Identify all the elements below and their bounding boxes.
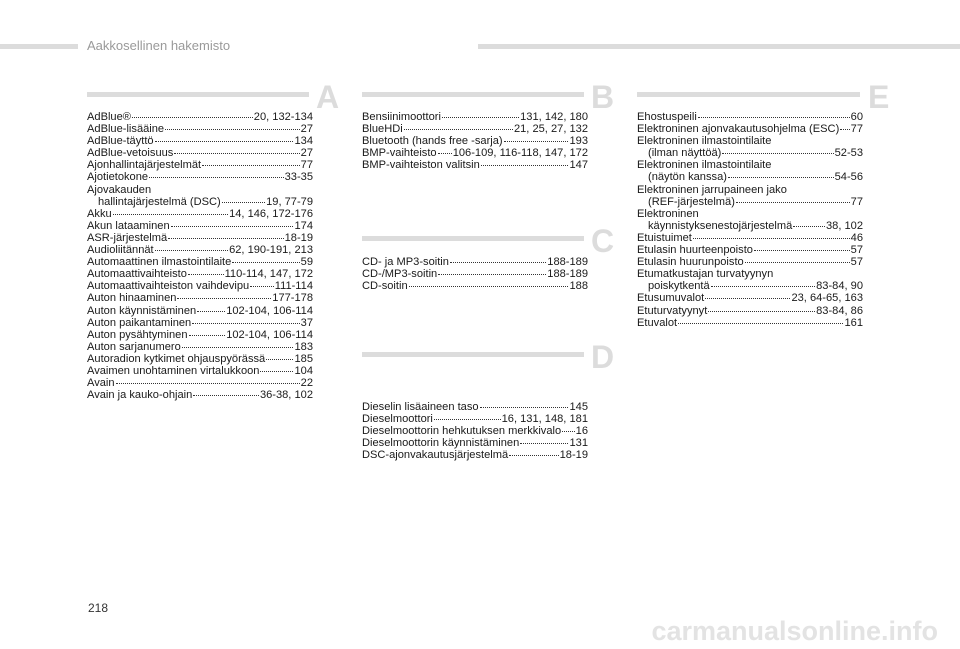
entry-term: Elektroninen jarrupaineen jako [637,183,787,196]
entry-term: Elektroninen ajonvakautusohjelma (ESC) [637,123,840,136]
index-entry [362,413,588,425]
leader-dots [754,250,850,251]
entry-term: (REF-järjestelmä) [648,195,735,208]
leader-dots [189,335,226,336]
entry-term: Elektroninen ilmastointilaite [637,159,772,172]
entry-term: BMP-vaihteiston valitsin [362,159,480,172]
entry-pages: 23, 64-65, 163 [791,292,863,305]
entry-pages: 161 [844,316,863,329]
leader-dots [698,117,850,118]
entry-pages: 185 [294,352,313,365]
entry-pages: 77 [850,123,863,136]
index-entry [87,365,313,377]
entry-pages: 131 [569,437,588,450]
leader-dots [266,359,293,360]
entry-pages: 18-19 [559,449,588,462]
leader-dots [840,129,849,130]
leader-dots [504,141,569,142]
section-letter: D [591,339,615,375]
section-d-heading [362,339,615,380]
leader-dots [711,286,815,287]
entry-term: Akku [87,207,112,220]
index-entry [87,184,313,196]
entry-pages: 102-104, 106-114 [226,304,313,317]
section-letter: E [868,79,890,115]
entry-term: Etumatkustajan turvatyynyn [637,268,774,281]
entry-pages: 22 [300,377,313,390]
leader-dots [693,238,850,239]
entry-term: ASR-järjestelmä [87,231,168,244]
entry-pages: 38, 102 [825,219,863,232]
index-entry [87,208,313,220]
entry-term: Ehostuspeili [637,111,697,123]
index-entry [637,171,863,183]
entry-term: Bensiinimoottori [362,111,441,123]
entry-pages: 20, 132-134 [253,111,313,123]
index-entry [637,232,863,244]
leader-dots [520,443,568,444]
entry-term: AdBlue-lisääine [87,123,165,136]
index-entry [87,292,313,304]
entry-pages: 131, 142, 180 [520,111,588,123]
index-entry [637,196,863,208]
entry-pages: 54-56 [834,171,863,184]
section-letter: A [316,79,340,115]
entry-pages: 57 [850,244,863,257]
entry-term: Autoradion kytkimet ohjauspyörässä [87,352,266,365]
leader-dots [222,202,265,203]
entry-term: Etulasin huurteenpoisto [637,244,753,257]
index-entry [362,256,588,268]
entry-pages: 174 [294,219,313,232]
entry-term: AdBlue-vetoisuus [87,147,174,160]
leader-dots [192,323,299,324]
entry-term: Etuvalot [637,316,678,329]
leader-dots [438,274,546,275]
entry-pages: 104 [294,364,313,377]
watermark: carmanualsonline.info [651,616,938,646]
index-entry [362,111,588,123]
header-bar-left [0,44,78,49]
leader-dots [736,202,850,203]
index-entry [362,147,588,159]
entry-term: Akun lataaminen [87,219,170,232]
entry-pages: 188-189 [547,268,588,281]
index-entry [87,171,313,183]
entry-term: Auton pysähtyminen [87,328,188,341]
section-letter: B [591,79,615,115]
entry-term: Dieselmoottorin hehkutuksen merkkivalo [362,425,562,438]
leader-dots [193,395,259,396]
entry-term: poiskytkentä [648,280,710,293]
entry-pages: 77 [300,159,313,172]
leader-dots [197,311,225,312]
entry-term: Ajonhallintajärjestelmät [87,159,202,172]
section-rule [87,92,309,97]
entry-term: Elektroninen [637,207,699,220]
leader-dots [168,238,283,239]
section-rule [362,92,584,97]
entry-pages: 102-104, 106-114 [226,328,313,341]
entry-term: hallintajärjestelmä (DSC) [98,195,221,208]
index-entry [87,159,313,171]
entry-term: Automaattivaihteiston vaihdevipu [87,280,250,293]
entry-term: Etusumuvalot [637,292,705,305]
index-entry [637,268,863,280]
leader-dots [171,226,294,227]
entry-term: Ajotietokone [87,171,149,184]
index-entry [362,159,588,171]
leader-dots [232,262,299,263]
index-entry [87,123,313,135]
entry-term: käynnistyksenestojärjestelmä [648,219,793,232]
index-entry [637,123,863,135]
index-entry [362,449,588,461]
entry-pages: 60 [850,111,863,123]
index-entry [362,401,588,413]
entry-term: Dieselmoottori [362,413,433,426]
entry-term: Auton paikantaminen [87,316,192,329]
entry-pages: 110-114, 147, 172 [224,268,313,281]
index-entry [637,292,863,304]
entry-term: Avain [87,377,115,390]
leader-dots [793,226,825,227]
leader-dots [442,117,519,118]
leader-dots [182,347,294,348]
section-a-entries [87,111,313,401]
entry-pages: 177-178 [272,292,313,305]
index-entry [87,256,313,268]
entry-pages: 27 [300,147,313,160]
entry-pages: 37 [300,316,313,329]
entry-term: Dieselmoottorin käynnistäminen [362,437,520,450]
entry-term: (näytön kanssa) [648,171,727,184]
entry-pages: 183 [294,340,313,353]
entry-pages: 33-35 [284,171,313,184]
leader-dots [480,407,569,408]
leader-dots [404,129,513,130]
index-entry [87,147,313,159]
page-number: 218 [88,601,109,615]
header-title: Aakkosellinen hakemisto [87,38,231,53]
leader-dots [509,455,558,456]
leader-dots [450,262,546,263]
entry-pages: 83-84, 86 [816,304,863,317]
entry-term: Etuturvatyynyt [637,304,708,317]
entry-term: Automaattinen ilmastointilaite [87,256,232,269]
leader-dots [155,141,294,142]
entry-term: Ajovakauden [87,183,152,196]
entry-pages: 83-84, 90 [816,280,863,293]
entry-pages: 77 [850,195,863,208]
entry-term: BlueHDi [362,123,403,136]
index-entry [637,317,863,329]
entry-term: Automaattivaihteisto [87,268,187,281]
leader-dots [250,286,274,287]
leader-dots [745,262,850,263]
entry-pages: 59 [300,256,313,269]
entry-pages: 147 [569,159,588,172]
entry-pages: 188-189 [547,256,588,268]
index-entry [637,184,863,196]
leader-dots [113,214,228,215]
entry-pages: 36-38, 102 [259,389,313,402]
index-entry [362,437,588,449]
entry-term: CD- ja MP3-soitin [362,256,449,268]
entry-pages: 134 [294,135,313,148]
leader-dots [177,298,271,299]
entry-pages: 52-53 [834,147,863,160]
entry-term: AdBlue-täyttö [87,135,154,148]
entry-pages: 27 [300,123,313,136]
entry-term: Avain ja kauko-ohjain [87,389,193,402]
leader-dots [481,165,569,166]
entry-term: CD-/MP3-soitin [362,268,438,281]
entry-term: Etuistuimet [637,231,692,244]
index-entry [87,329,313,341]
index-entry [87,317,313,329]
index-entry [637,208,863,220]
entry-pages: 57 [850,256,863,269]
entry-term: Auton käynnistäminen [87,304,197,317]
index-entry [87,244,313,256]
entry-pages: 16, 131, 148, 181 [501,413,588,426]
section-letter: C [591,223,615,259]
index-entry [637,147,863,159]
entry-term: Auton sarjanumero [87,340,181,353]
leader-dots [722,153,833,154]
entry-term: CD-soitin [362,280,408,293]
index-entry [362,123,588,135]
section-d-entries [362,401,588,461]
index-entry [87,389,313,401]
entry-term: (ilman näyttöä) [648,147,722,160]
entry-pages: 16 [575,425,588,438]
leader-dots [705,298,790,299]
index-entry [637,135,863,147]
entry-term: Elektroninen ilmastointilaite [637,135,772,148]
entry-pages: 193 [569,135,588,148]
section-c-entries [362,256,588,292]
entry-term: Audioliitännät [87,244,154,257]
leader-dots [562,431,574,432]
index-entry [637,244,863,256]
section-rule [637,92,860,97]
index-entry [637,305,863,317]
leader-dots [188,274,224,275]
index-entry [87,135,313,147]
leader-dots [132,117,253,118]
entry-pages: 18-19 [284,231,313,244]
leader-dots [149,177,284,178]
leader-dots [728,177,834,178]
leader-dots [260,371,293,372]
index-entry [637,111,863,123]
entry-term: DSC-ajonvakautusjärjestelmä [362,449,509,462]
leader-dots [434,419,501,420]
entry-term: Dieselin lisäaineen taso [362,401,479,413]
leader-dots [708,311,815,312]
index-entry [87,196,313,208]
entry-pages: 21, 25, 27, 132 [513,123,588,136]
leader-dots [174,153,299,154]
index-entry [637,220,863,232]
leader-dots [409,286,569,287]
section-rule [362,352,584,357]
entry-term: Etulasin huurunpoisto [637,256,744,269]
leader-dots [165,129,300,130]
entry-term: Avaimen unohtaminen virtalukkoon [87,364,260,377]
index-entry [87,305,313,317]
index-entry [362,280,588,292]
entry-pages: 62, 190-191, 213 [229,244,313,257]
index-entry [87,268,313,280]
entry-pages: 14, 146, 172-176 [229,207,313,220]
section-rule [362,236,584,241]
section-b-entries [362,111,588,171]
index-entry [362,268,588,280]
section-e-entries [637,111,863,329]
index-entry [637,280,863,292]
entry-pages: 111-114 [274,280,313,293]
leader-dots [438,153,452,154]
index-entry [87,280,313,292]
entry-pages: 188 [569,280,588,293]
entry-pages: 19, 77-79 [266,195,313,208]
index-entry [362,425,588,437]
leader-dots [116,383,300,384]
header-bar-right [478,44,960,49]
index-entry [87,220,313,232]
entry-term: BMP-vaihteisto [362,147,437,160]
index-entry [637,256,863,268]
index-entry [87,377,313,389]
entry-term: AdBlue® [87,111,131,123]
leader-dots [202,165,300,166]
leader-dots [155,250,228,251]
entry-pages: 106-109, 116-118, 147, 172 [452,147,588,160]
leader-dots [678,323,843,324]
entry-pages: 46 [850,231,863,244]
index-entry [362,135,588,147]
index-entry [637,159,863,171]
index-entry [87,341,313,353]
index-entry [87,353,313,365]
entry-term: Bluetooth (hands free -sarja) [362,135,503,148]
entry-pages: 145 [569,401,588,413]
entry-term: Auton hinaaminen [87,292,177,305]
index-entry [87,111,313,123]
index-entry [87,232,313,244]
